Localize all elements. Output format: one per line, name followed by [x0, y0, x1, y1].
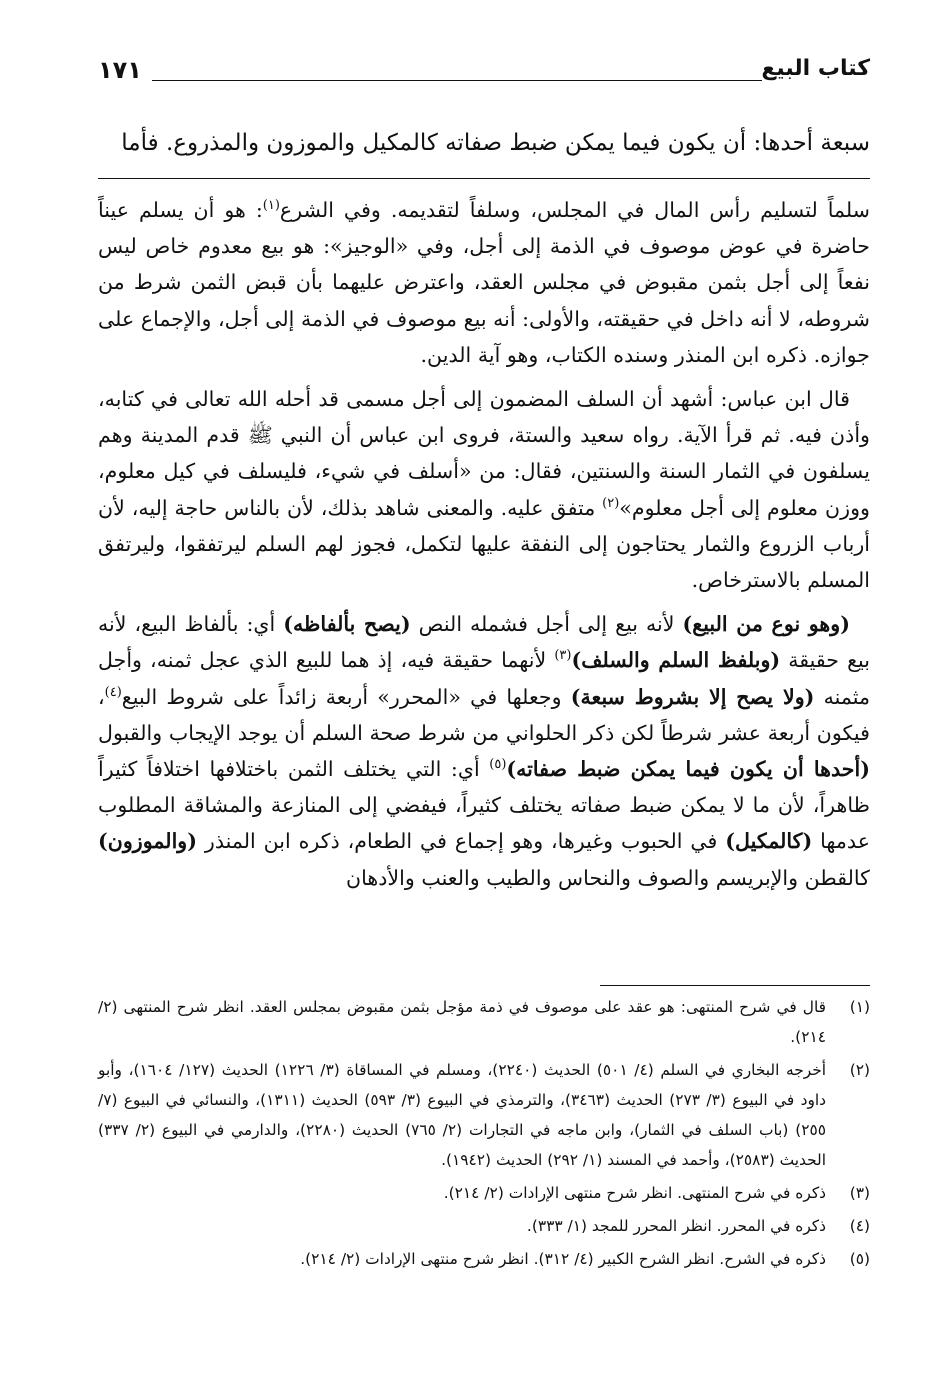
footnote-text: أخرجه البخاري في السلم (٤/ ٥٠١) الحديث (٢٢٤٠)، ومسلم في المساقاة (٣/ ١٢٢٦) الحديث (١٢٧/ ١٦٠٤)، وأبو داود في البيوع (٣/ ٢٧٣) الحديث (٣٤٦٣)، والترمذي في البيوع (٣/ ٥٩٣) الحديث (١٣١١)، والنسائي في البيوع (٧/ ٢٥٥) (باب السلف في الثمار)، وابن ماجه في التجارات (٢/ ٧٦٥) الحديث (٢٢٨٠)، والدارمي في البيوع (٢/ ٣٣٧) الحديث (٢٥٨٣)، وأحمد في المسند (١/ ٢٩٢) الحديث (١٩٤٢).: [98, 1061, 827, 1169]
footnote-ref: (١): [262, 198, 280, 214]
footnotes-separator: [600, 985, 870, 986]
commentary-paragraph: (وهو نوع من البيع) لأنه بيع إلى أجل فشمله النص (يصح بألفاظه) أي: بألفاظ البيع، لأنه بيع حقيقة (وبلفظ السلم والسلف)$^{(٣)}$ لأنهما حقيقة فيه، إذ هما للبيع الذي عجل ثمنه، وأجل مثمنه (ولا يصح إلا بشروط سبعة) وجعلها في «المحرر» أربعة زائداً على شروط البيع$^{(٤)}$، فيكون أربعة عشر شرطاً لكن ذكر الحلواني من شرط صحة السلم أن يوجد الإيجاب والقبول (أحدها أن يكون فيما يمكن ضبط صفاته)$^{(٥)}$ أي: التي يختلف الثمن باختلافها اختلافاً كثيراً ظاهراً، لأن ما لا يمكن ضبط صفاته يختلف كثيراً، فيفضي إلى المنازعة والمشاقة المطلوب عدمها (كالمكيل) في الحبوب وغيرها، وهو إجماع في الطعام، ذكره ابن المنذر (والموزون) كالقطن والإبريسم والصوف والنحاس والطيب والعنب والأدهان: [98, 612, 871, 890]
footnote-item: [98, 1055, 870, 1175]
footnote-item: [98, 992, 870, 1052]
footnote-text: ذكره في المحرر. انظر المحرر للمجد (١/ ٣٣٣).: [526, 1217, 826, 1235]
footnote-item: [98, 1244, 870, 1274]
footnote-text: قال في شرح المنتهى: هو عقد على موصوف في ذمة مؤجل بثمن مقبوض بمجلس العقد. انظر شرح المنتهى (٢/ ٢١٤).: [98, 998, 826, 1046]
footnote-number: (٣): [849, 1184, 870, 1202]
commentary-paragraph: سلماً لتسليم رأس المال في المجلس، وسلفاً لتقديمه. وفي الشرع$^{(١)}$: هو أن يسلم عيناً حاضرة في عوض موصوف في الذمة إلى أجل، وفي «الوجيز»: هو بيع معدوم خاص ليس نفعاً إلى أجل بثمن مقبوض في مجلس العقد، واعترض عليهما بأن قبض الثمن شرط من شروطه، لا أنه داخل في حقيقته، والأولى: أنه بيع موصوف في الذمة إلى أجل، والإجماع على جوازه. ذكره ابن المنذر وسنده الكتاب، وهو آية الدين.: [98, 198, 870, 367]
matn-quote: (أحدها أن يكون فيما يمكن ضبط صفاته): [506, 757, 871, 782]
matn-quote: (وهو نوع من البيع): [682, 612, 850, 637]
matn-quote: (وبلفظ السلم والسلف): [571, 648, 781, 673]
matn-separator: [98, 178, 870, 179]
commentary-body: [98, 192, 870, 904]
footnote-number: (١): [849, 998, 870, 1016]
footnote-ref: (٣): [554, 648, 572, 664]
header-rule: [152, 80, 762, 81]
footnote-ref: (٤): [104, 684, 122, 700]
matn-text: سبعة أحدها: أن يكون فيما يمكن ضبط صفاته كالمكيل والموزون والمذروع. فأما: [121, 130, 870, 156]
footnote-number: (٤): [849, 1217, 870, 1235]
footnote-item: [98, 1211, 870, 1241]
footnote-number: (٢): [849, 1061, 870, 1079]
matn-quote: (كالمكيل): [725, 829, 813, 854]
running-title: كتاب البيع: [761, 56, 870, 81]
footnotes: [98, 992, 870, 1277]
footnote-text: ذكره في الشرح. انظر الشرح الكبير (٤/ ٣١٢). انظر شرح منتهى الإرادات (٢/ ٢١٤).: [300, 1250, 826, 1268]
matn-quote: (والموزون): [98, 829, 197, 854]
footnote-ref: (٢): [602, 495, 620, 511]
page-header: [98, 56, 870, 96]
footnote-number: (٥): [849, 1250, 870, 1268]
footnote-ref: (٥): [489, 757, 507, 773]
page-number: ١٧١: [98, 56, 142, 84]
footnote-item: [98, 1178, 870, 1208]
matn-quote: (ولا يصح إلا بشروط سبعة): [570, 684, 815, 709]
commentary-paragraph: قال ابن عباس: أشهد أن السلف المضمون إلى أجل مسمى قد أحله الله تعالى في كتابه، وأذن فيه. ثم قرأ الآية. رواه سعيد والستة، فروى ابن عباس أن النبي ﷺ قدم المدينة وهم يسلفون في الثمار السنة والسنتين، فقال: من «أسلف في شيء، فليسلف في كيل معلوم، ووزن معلوم إلى أجل معلوم»$^{(٢)}$ متفق عليه. والمعنى شاهد بذلك، لأن بالناس حاجة إليه، لأن أرباب الزروع والثمار يحتاجون إلى النفقة عليها لتكمل، فجوز لهم السلم ليرتفقوا، وليرتفق المسلم بالاسترخاص.: [98, 387, 870, 593]
matn-quote: (يصح بألفاظه): [283, 612, 411, 637]
footnote-text: ذكره في شرح المنتهى. انظر شرح منتهى الإرادات (٢/ ٢١٤).: [443, 1184, 826, 1202]
